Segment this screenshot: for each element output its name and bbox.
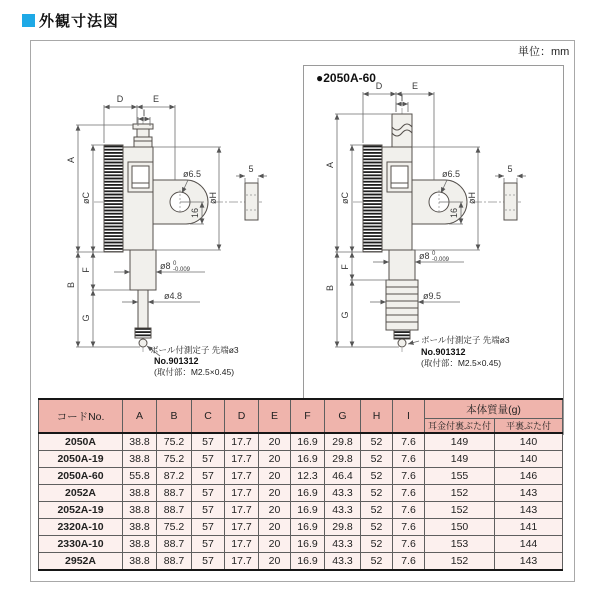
value-cell: 57 xyxy=(192,433,225,451)
dim-label-spindle-dia: ø4.8 xyxy=(164,291,183,301)
unit-label: 単位：mm xyxy=(518,46,570,58)
value-cell: 152 xyxy=(425,553,495,571)
value-cell: 143 xyxy=(495,502,563,519)
value-cell: 29.8 xyxy=(325,433,361,451)
value-cell: 57 xyxy=(192,536,225,553)
value-cell: 88.7 xyxy=(157,553,192,571)
code-cell: 2050A xyxy=(39,433,123,451)
dim-label-C: øC xyxy=(340,192,350,204)
value-cell: 52 xyxy=(361,468,393,485)
value-cell: 43.3 xyxy=(325,485,361,502)
contact-note: ボール付測定子 先端ø3 xyxy=(150,345,239,355)
dim-label-hole-dia: ø6.5 xyxy=(183,169,202,179)
dim-label-A: A xyxy=(325,161,335,169)
value-cell: 75.2 xyxy=(157,433,192,451)
value-cell: 43.3 xyxy=(325,536,361,553)
table-row xyxy=(39,553,563,571)
dim-label-A: A xyxy=(66,156,76,164)
column-header: D xyxy=(225,399,259,433)
dimension-table xyxy=(38,398,563,571)
value-cell: 43.3 xyxy=(325,553,361,571)
value-cell: 38.8 xyxy=(123,502,157,519)
crown-knob xyxy=(133,124,153,148)
value-cell: 52 xyxy=(361,451,393,468)
value-cell: 7.6 xyxy=(393,519,425,536)
value-cell: 52 xyxy=(361,519,393,536)
contact-holder xyxy=(394,330,410,339)
value-cell: 20 xyxy=(259,485,291,502)
value-cell: 153 xyxy=(425,536,495,553)
column-header: H xyxy=(361,399,393,433)
code-cell: 2952A xyxy=(39,553,123,571)
value-cell: 12.3 xyxy=(291,468,325,485)
column-header-mass-flat: 平裏ぶた付 xyxy=(495,419,563,434)
value-cell: 17.7 xyxy=(225,433,259,451)
value-cell: 38.8 xyxy=(123,553,157,571)
dim-label-F: F xyxy=(340,264,350,270)
contact-part-no: No.901312 xyxy=(154,356,199,366)
value-cell: 143 xyxy=(495,553,563,571)
value-cell: 20 xyxy=(259,433,291,451)
page-title xyxy=(22,10,119,31)
value-cell: 152 xyxy=(425,485,495,502)
contact-ball xyxy=(139,339,147,347)
table-row xyxy=(39,519,563,536)
value-cell: 7.6 xyxy=(393,485,425,502)
threaded-bellows xyxy=(386,280,418,330)
code-cell: 2050A-60 xyxy=(39,468,123,485)
value-cell: 88.7 xyxy=(157,536,192,553)
column-header-code: コードNo. xyxy=(39,399,123,433)
value-cell: 152 xyxy=(425,502,495,519)
value-cell: 52 xyxy=(361,536,393,553)
dim-label-H: øH xyxy=(467,192,477,204)
dim-label-5: 5 xyxy=(507,164,513,174)
table-row xyxy=(39,536,563,553)
mount-note: (取付部：M2.5×0.45) xyxy=(421,358,502,368)
mount-note: (取付部：M2.5×0.45) xyxy=(154,367,235,377)
dim-label-B: B xyxy=(66,281,76,289)
contact-part-no: No.901312 xyxy=(421,347,466,357)
dim-label-5: 5 xyxy=(248,164,254,174)
variant-label: ●2050A-60 xyxy=(316,71,376,85)
stem-tol-lower: -0.009 xyxy=(432,257,450,263)
value-cell: 75.2 xyxy=(157,519,192,536)
value-cell: 17.7 xyxy=(225,468,259,485)
contact-ball xyxy=(398,339,406,347)
value-cell: 29.8 xyxy=(325,519,361,536)
stem xyxy=(389,250,415,280)
dim-label-16: 16 xyxy=(449,207,459,219)
dim-stem xyxy=(114,261,205,302)
column-header: F xyxy=(291,399,325,433)
value-cell: 141 xyxy=(495,519,563,536)
column-header: C xyxy=(192,399,225,433)
code-cell: 2052A xyxy=(39,485,123,502)
value-cell: 52 xyxy=(361,433,393,451)
value-cell: 16.9 xyxy=(291,519,325,536)
value-cell: 57 xyxy=(192,553,225,571)
column-header: E xyxy=(259,399,291,433)
dim-label-F: F xyxy=(81,267,91,273)
value-cell: 7.6 xyxy=(393,502,425,519)
value-cell: 38.8 xyxy=(123,519,157,536)
contact-note-group xyxy=(408,335,510,368)
code-cell: 2320A-10 xyxy=(39,519,123,536)
table-row xyxy=(39,468,563,485)
counter-window xyxy=(128,162,153,192)
value-cell: 29.8 xyxy=(325,451,361,468)
value-cell: 140 xyxy=(495,451,563,468)
value-cell: 140 xyxy=(495,433,563,451)
dim-label-H: øH xyxy=(208,192,218,204)
value-cell: 17.7 xyxy=(225,536,259,553)
dim-label-C: øC xyxy=(81,192,91,204)
dim-label-I: I xyxy=(400,93,404,103)
value-cell: 7.6 xyxy=(393,451,425,468)
column-header: B xyxy=(157,399,192,433)
dim-label-G: G xyxy=(81,314,91,322)
dim-label-I: I xyxy=(142,108,146,118)
counter-window xyxy=(387,162,412,192)
value-cell: 57 xyxy=(192,451,225,468)
dim-label-B: B xyxy=(325,284,335,292)
value-cell: 143 xyxy=(495,485,563,502)
contact-holder xyxy=(135,328,151,338)
value-cell: 16.9 xyxy=(291,502,325,519)
table-row xyxy=(39,433,563,451)
value-cell: 88.7 xyxy=(157,485,192,502)
value-cell: 52 xyxy=(361,485,393,502)
page-title-text: 外観寸法図 xyxy=(39,13,120,30)
value-cell: 149 xyxy=(425,433,495,451)
contact-note-group xyxy=(147,345,239,377)
long-plunger xyxy=(392,114,412,147)
value-cell: 150 xyxy=(425,519,495,536)
value-cell: 38.8 xyxy=(123,433,157,451)
value-cell: 17.7 xyxy=(225,553,259,571)
dim-label-E: E xyxy=(152,94,160,104)
value-cell: 17.7 xyxy=(225,519,259,536)
value-cell: 52 xyxy=(361,553,393,571)
knurled-bezel xyxy=(363,145,382,252)
value-cell: 38.8 xyxy=(123,536,157,553)
value-cell: 7.6 xyxy=(393,468,425,485)
value-cell: 16.9 xyxy=(291,433,325,451)
column-header: A xyxy=(123,399,157,433)
stem-tol-lower: -0.009 xyxy=(173,267,191,273)
stem-tol-upper: 0 xyxy=(432,251,436,257)
indicator-drawing-2050A-60 xyxy=(325,81,526,368)
dim-label-G: G xyxy=(340,311,350,319)
dim-label-16: 16 xyxy=(190,207,200,219)
indicator-drawing-standard xyxy=(66,94,267,377)
value-cell: 17.7 xyxy=(225,451,259,468)
value-cell: 16.9 xyxy=(291,451,325,468)
value-cell: 46.4 xyxy=(325,468,361,485)
value-cell: 146 xyxy=(495,468,563,485)
dim-label-thread-dia: ø9.5 xyxy=(423,291,442,301)
code-cell: 2052A-19 xyxy=(39,502,123,519)
spindle xyxy=(138,290,148,328)
value-cell: 16.9 xyxy=(291,536,325,553)
dim-label-stem-dia: ø8 xyxy=(419,251,430,261)
value-cell: 149 xyxy=(425,451,495,468)
value-cell: 38.8 xyxy=(123,451,157,468)
value-cell: 55.8 xyxy=(123,468,157,485)
value-cell: 155 xyxy=(425,468,495,485)
value-cell: 57 xyxy=(192,502,225,519)
side-view xyxy=(236,164,267,220)
value-cell: 7.6 xyxy=(393,433,425,451)
value-cell: 75.2 xyxy=(157,451,192,468)
value-cell: 38.8 xyxy=(123,485,157,502)
column-header-mass: 本体質量(g) xyxy=(425,399,563,419)
section-marker-icon xyxy=(22,14,35,27)
code-cell: 2330A-10 xyxy=(39,536,123,553)
value-cell: 20 xyxy=(259,502,291,519)
column-header: G xyxy=(325,399,361,433)
value-cell: 87.2 xyxy=(157,468,192,485)
value-cell: 88.7 xyxy=(157,502,192,519)
column-header-mass-lug: 耳金付裏ぶた付 xyxy=(425,419,495,434)
value-cell: 57 xyxy=(192,485,225,502)
dim-label-E: E xyxy=(411,81,419,91)
value-cell: 43.3 xyxy=(325,502,361,519)
column-header: I xyxy=(393,399,425,433)
dim-label-D: D xyxy=(116,94,124,104)
value-cell: 57 xyxy=(192,468,225,485)
side-view xyxy=(495,164,526,220)
value-cell: 57 xyxy=(192,519,225,536)
dim-label-D: D xyxy=(375,81,383,91)
value-cell: 20 xyxy=(259,451,291,468)
dim-label-stem-dia: ø8 xyxy=(160,261,171,271)
value-cell: 16.9 xyxy=(291,485,325,502)
value-cell: 52 xyxy=(361,502,393,519)
dim-label-hole-dia: ø6.5 xyxy=(442,169,461,179)
value-cell: 144 xyxy=(495,536,563,553)
value-cell: 20 xyxy=(259,519,291,536)
table-row xyxy=(39,451,563,468)
value-cell: 17.7 xyxy=(225,485,259,502)
table-row xyxy=(39,502,563,519)
code-cell: 2050A-19 xyxy=(39,451,123,468)
value-cell: 20 xyxy=(259,553,291,571)
contact-note: ボール付測定子 先端ø3 xyxy=(421,335,510,345)
value-cell: 20 xyxy=(259,468,291,485)
value-cell: 7.6 xyxy=(393,553,425,571)
value-cell: 20 xyxy=(259,536,291,553)
stem-tol-upper: 0 xyxy=(173,261,177,267)
table-row xyxy=(39,485,563,502)
header-row xyxy=(39,399,563,419)
knurled-bezel xyxy=(104,145,123,252)
stem xyxy=(130,250,156,290)
value-cell: 17.7 xyxy=(225,502,259,519)
value-cell: 16.9 xyxy=(291,553,325,571)
value-cell: 7.6 xyxy=(393,536,425,553)
dimension-diagram xyxy=(30,40,573,435)
